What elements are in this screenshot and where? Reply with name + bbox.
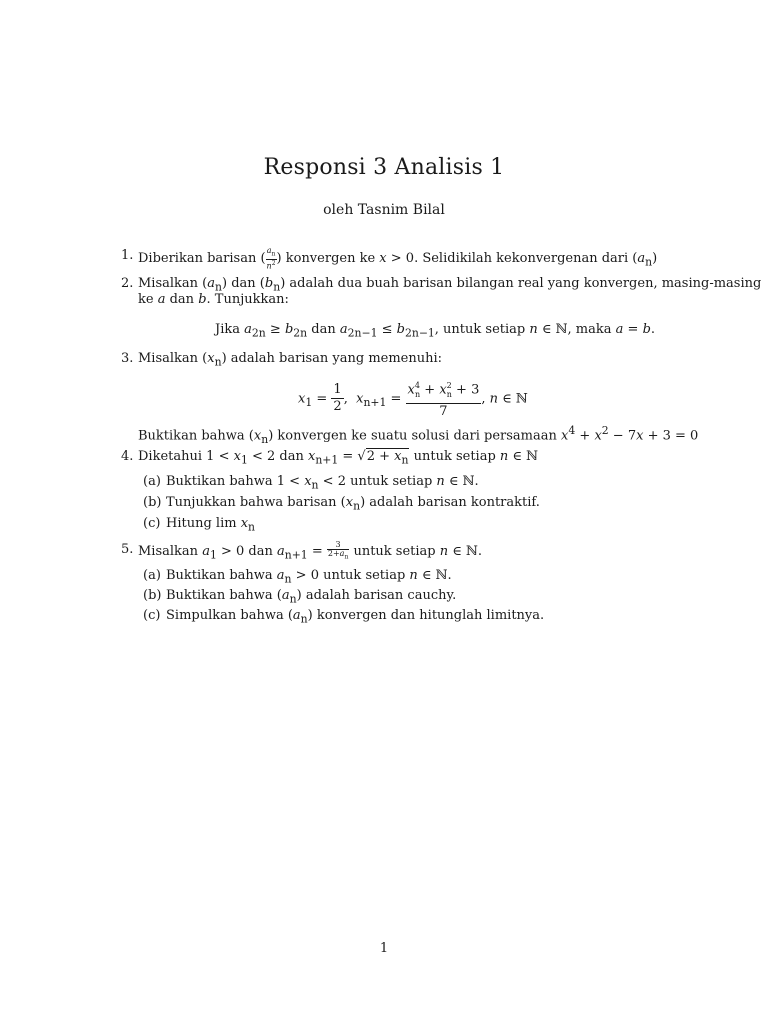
problem-5b-text: Buktikan bahwa $(a_n)$ adalah barisan cauchy. <box>166 588 457 606</box>
problem-2-display: Jika $a_{2n} \ge b_{2n}$ dan $a_{2n-1} \le b_{2n-1}$, untuk setiap n ∈ ℕ, maka a = b. <box>215 322 656 340</box>
problem-4-text: Diketahui $1 < x_1 < 2$ dan $x_{n+1} = √2 + x_n$ untuk setiap n ∈ ℕ <box>138 449 539 467</box>
page-title: Responsi 3 Analisis 1 <box>263 155 505 180</box>
problem-5c-text: Simpulkan bahwa $(a_n)$ konvergen dan hitunglah limitnya. <box>166 608 545 626</box>
problem-4c-text: Hitung $\lim x_n$ <box>166 516 256 534</box>
page-number: 1 <box>379 941 389 956</box>
problem-1-number: 1. <box>121 248 134 263</box>
problem-2-line-2: ke a dan b. Tunjukkan: <box>138 292 289 307</box>
problem-4a-label: (a) <box>143 474 161 489</box>
problem-5a-text: Buktikan bahwa $a_n > 0$ untuk setiap n ∈ ℕ. <box>166 568 452 586</box>
problem-4c-label: (c) <box>143 516 161 531</box>
problem-3-line-2: Buktikan bahwa $(x_n)$ konvergen ke suatu solusi dari persamaan $x^4 + x^2 - 7x + 3 = 0$ <box>138 424 699 446</box>
problem-3-number: 3. <box>121 351 134 366</box>
problem-4-number: 4. <box>121 449 134 464</box>
problem-4a-text: Buktikan bahwa $1 < x_n < 2$ untuk setiap n ∈ ℕ. <box>166 474 479 492</box>
problem-2-number: 2. <box>121 276 134 291</box>
problem-1-text: Diberikan barisan ( $\frac{a_n}{n^2}$ ) konvergen ke x > 0. Selidikilah kekonvergenan dari $(a_n)$ <box>138 246 658 271</box>
problem-3-display: $x_1$ = $\frac{1}{2}$ , $x_{n+1}$ = $\frac{x^4_n + x^2_n + 3}{7}$ , n ∈ ℕ <box>298 378 528 420</box>
problem-5c-label: (c) <box>143 608 161 623</box>
problem-3-line-1: Misalkan $(x_n)$ adalah barisan yang memenuhi: <box>138 351 443 369</box>
problem-5a-label: (a) <box>143 568 161 583</box>
problem-5-number: 5. <box>121 542 134 557</box>
problem-4b-label: (b) <box>143 495 162 510</box>
problem-5b-label: (b) <box>143 588 162 603</box>
problem-5-text: Misalkan $a_1 > 0$ dan $a_{n+1}$ = $\frac{3}{2+a_n}$ untuk setiap n ∈ ℕ. <box>138 540 483 562</box>
problem-4b-text: Tunjukkan bahwa barisan $(x_n)$ adalah barisan kontraktif. <box>166 495 540 513</box>
author-line: oleh Tasnim Bilal <box>323 202 445 218</box>
problem-2-line-1: Misalkan $(a_n)$ dan $(b_n)$ adalah dua buah barisan bilangan real yang konvergen, masing-masing <box>138 276 762 294</box>
